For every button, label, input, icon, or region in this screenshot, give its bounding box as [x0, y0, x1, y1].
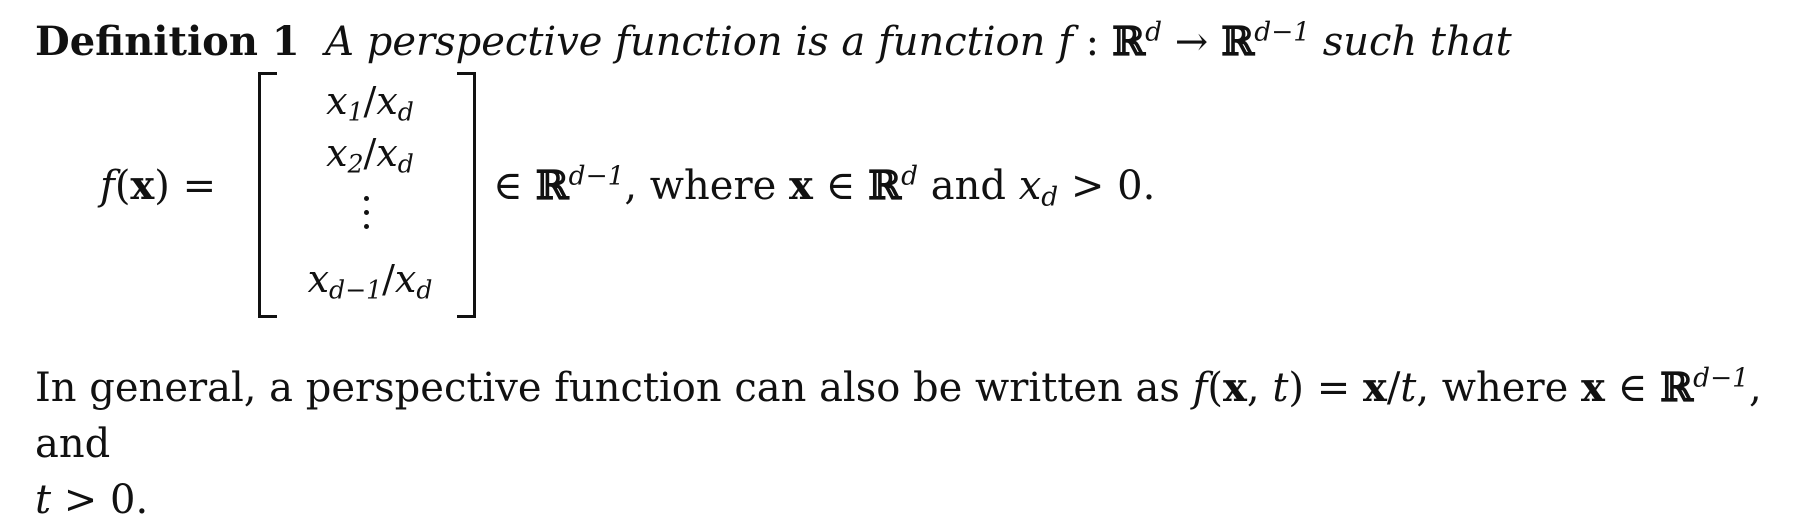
entry2-slash: /: [363, 131, 377, 175]
definition-suffix: such that: [1322, 19, 1512, 65]
vdot: [364, 210, 369, 215]
para-f: f: [1192, 365, 1208, 411]
para-t-2: t: [1400, 365, 1417, 411]
para-bold-x-3: x: [1581, 364, 1605, 411]
entry-last-sub: d−1: [329, 275, 383, 305]
para-bold-x-2: x: [1362, 364, 1387, 411]
entry-last-slash: /: [382, 257, 395, 301]
map-arrow: →: [1174, 19, 1209, 65]
domain-reals: ℝ: [1111, 18, 1146, 65]
para-t-3: t: [35, 477, 52, 523]
entry2-denom-var: x: [376, 131, 398, 175]
paragraph: [35, 360, 1785, 528]
map-colon: :: [1085, 19, 1100, 65]
matrix-entry-1: [280, 79, 460, 127]
para-elem-of: ∈: [1617, 365, 1648, 411]
para-open: (: [1207, 365, 1224, 411]
entry-last-var: x: [307, 257, 330, 301]
rhs-gt-zero: > 0.: [1070, 163, 1156, 209]
rhs-reals-2: ℝ: [867, 162, 902, 209]
matrix-left-bracket: [258, 72, 277, 318]
rhs-where: , where: [624, 163, 777, 209]
vdot: [364, 224, 369, 229]
entry1-slash: /: [363, 79, 377, 123]
entry-last-denom-var: x: [394, 257, 417, 301]
entry1-var: x: [326, 79, 348, 123]
para-reals-exponent: d−1: [1693, 362, 1749, 394]
lhs-equals: =: [182, 163, 217, 209]
para-and: , and: [35, 365, 1762, 467]
paragraph-text: In general, a perspective function can also be written as: [35, 365, 1180, 411]
equation-lhs: [100, 162, 217, 209]
domain-exponent: d: [1145, 16, 1162, 48]
para-t: t: [1272, 365, 1289, 411]
para-reals: ℝ: [1659, 364, 1694, 411]
matrix-entry-last: [280, 257, 460, 305]
definition-statement: [35, 16, 1512, 65]
para-bold-x: x: [1223, 364, 1247, 411]
entry1-denom-var: x: [376, 79, 398, 123]
rhs-elem-of: ∈: [493, 163, 523, 209]
rhs-reals-2-exponent: d: [901, 160, 919, 192]
para-where: , where: [1416, 365, 1569, 411]
lhs-open-paren: (: [114, 163, 131, 209]
codomain-reals: ℝ: [1220, 18, 1255, 65]
definition-label: Definition 1: [35, 18, 300, 65]
rhs-xd-sub: d: [1041, 181, 1059, 213]
vdot: [364, 196, 369, 201]
equation-rhs: [493, 160, 1156, 213]
rhs-reals-exponent: d−1: [568, 160, 625, 192]
entry2-denom-sub: d: [397, 149, 414, 179]
entry2-sub: 2: [347, 149, 364, 179]
entry1-sub: 1: [347, 97, 364, 127]
matrix-entry-2: [280, 131, 460, 179]
definition-prefix: A perspective function is a function: [325, 19, 1046, 65]
rhs-bold-x: x: [789, 162, 813, 209]
rhs-elem-of-2: ∈: [825, 163, 856, 209]
rhs-and: and: [930, 163, 1006, 209]
rhs-xd-var: x: [1018, 163, 1042, 209]
matrix-vdots: [362, 196, 372, 238]
codomain-exponent: d−1: [1254, 16, 1310, 48]
para-gt-zero: > 0.: [63, 477, 149, 523]
para-comma: ,: [1246, 365, 1260, 411]
lhs-bold-x: x: [130, 162, 155, 209]
entry1-denom-sub: d: [397, 97, 414, 127]
para-slash: /: [1386, 365, 1401, 411]
entry2-var: x: [326, 131, 348, 175]
rhs-reals: ℝ: [535, 162, 569, 209]
map-f: f: [1058, 19, 1073, 65]
lhs-close-paren: ): [154, 163, 170, 209]
para-close-eq: ) =: [1288, 365, 1351, 411]
lhs-f: f: [100, 163, 115, 209]
entry-last-denom-sub: d: [416, 275, 433, 305]
